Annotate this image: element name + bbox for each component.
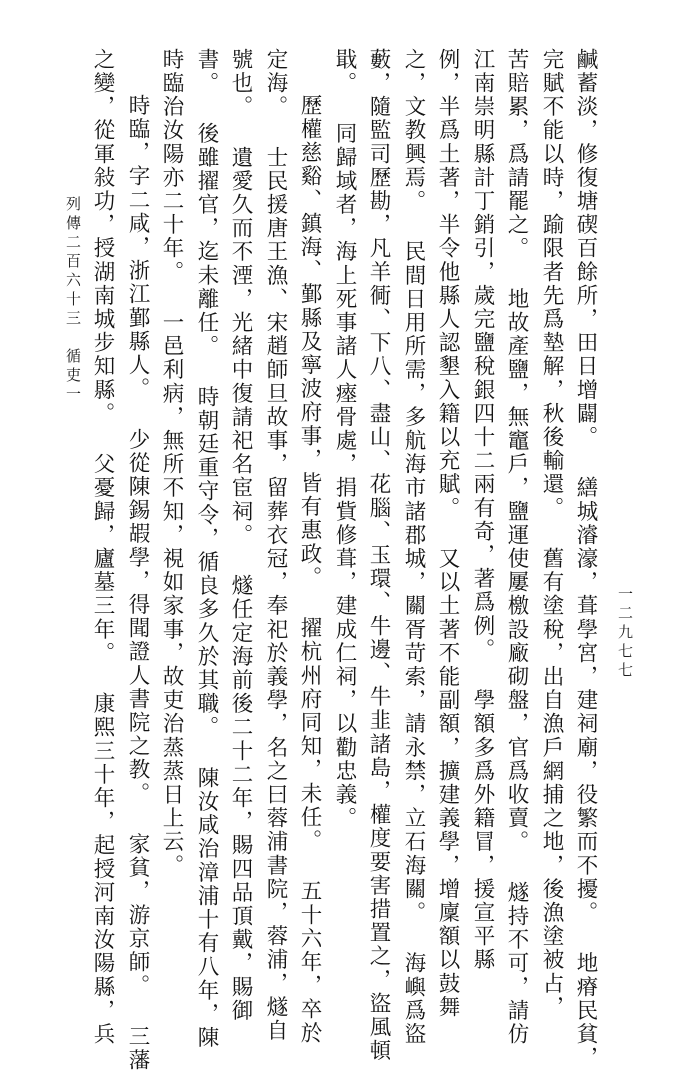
text-column-5: 例，半爲土著，半令他縣人認墾入籍以充賦。 又以土著不能副額，擴建義學，增廩額以鼓舞 (435, 48, 460, 1020)
text-column-2: 完賦不能以時，踰限者先爲墊解，秋後輸還。 舊有塗稅，出自漁戶網捕之地，後漁塗被占， (539, 48, 564, 1020)
text-column-3: 苦賠累，爲請罷之。 地故產鹽，無竈戶，鹽運使屢檄設廠砌盤，官爲收賣。 燧持不可，請仿 (504, 48, 529, 1047)
text-column-14: 時臨，字二咸，浙江鄞縣人。 少從陳錫嘏學，得聞證人書院之教。 家貧，游京師。 三藩 (125, 94, 150, 1072)
text-column-1: 鹹蓄淡，修復塘碶百餘所，田日增闢。 繕城濬濠，葺學宮，建祠廟，役繁而不擾。 地瘠民貧， (573, 48, 598, 1070)
running-head-title: 列傳二百六十三 循吏一 (64, 196, 82, 405)
text-column-8: 戢。 同歸域者，海上死事諸人瘞骨處，捐貲修葺，建成仁祠，以勸忠義。 (332, 48, 357, 831)
text-column-7: 藪，隨監司歷勘，凡羊衕、下八、盡山、花腦、玉環、牛邊、牛韭諸島，權度要害措置之，盜風頓 (366, 48, 391, 1063)
text-column-12: 書。 後雖擢官，迄未離任。 時朝廷重守令，循良多久於其職。 陳汝咸治漳浦十有八年，陳 (194, 48, 219, 1050)
text-column-10: 定海。 士民援唐王漁、宋趙師旦故事，留葬衣冠，奉祀於義學，名之曰蓉浦書院，蓉浦，燧自 (263, 48, 288, 1043)
text-column-9: 歷權慈谿、鎮海、鄞縣及寧波府事，皆有惠政。 擢杭州府同知，未任。 五十六年，卒於 (297, 94, 322, 1045)
page-number: 一二九七七 (616, 586, 634, 681)
text-column-13: 時臨治汝陽亦二十年。 一邑利病，無所不知，視如家事，故吏治蒸蒸日上云。 (159, 48, 184, 878)
text-column-4: 江南崇明縣計丁銷引，歲完鹽稅銀四十二兩有奇，著爲例。 學額多爲外籍冒，援宣平縣 (470, 48, 495, 972)
text-column-15: 之變，從軍敍功，授湖南城步知縣。 父憂歸，廬墓三年。 康熙三十年，起授河南汝陽縣，兵 (90, 48, 115, 1047)
text-column-11: 號也。 遺愛久而不湮，光緒中復請祀名宦祠。 燧任定海前後二十二年，賜四品頂戴，賜御 (228, 48, 253, 1023)
text-column-6: 之，文教興焉。 民間日用所需，多航海市諸郡城，關胥苛索，請永禁，立石海關。 海嶼爲盜 (401, 48, 426, 1047)
